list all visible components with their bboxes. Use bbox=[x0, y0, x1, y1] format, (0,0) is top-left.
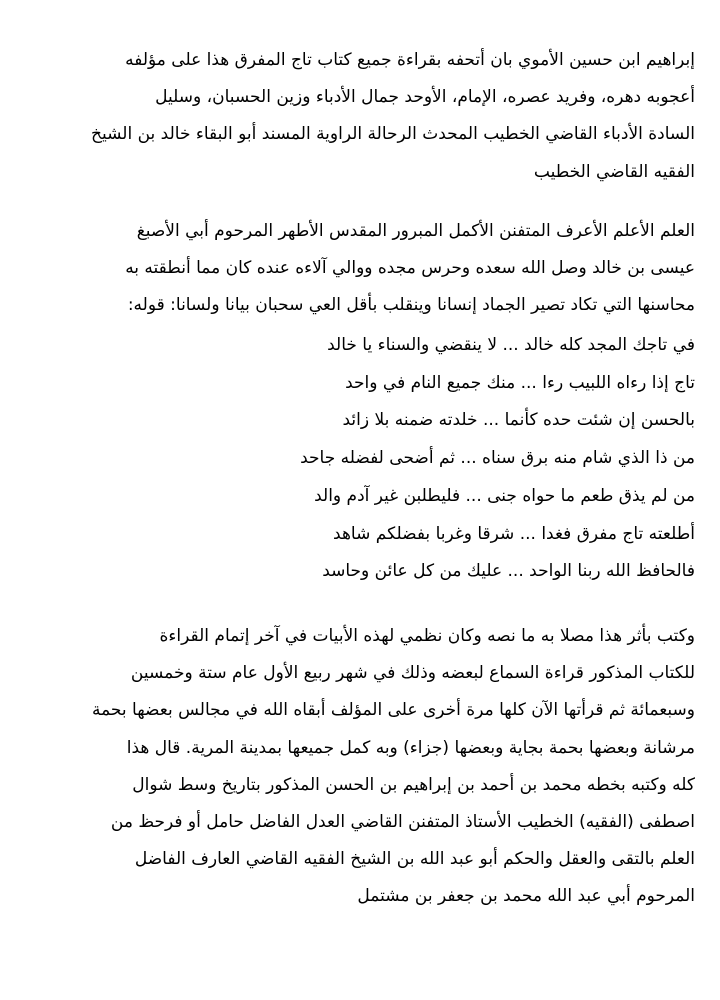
text-line: وسبعمائة ثم قرأتها الآن كلها مرة أخرى على المؤلف أبقاه الله في مجالس بعضها بحمة bbox=[91, 700, 695, 721]
text-line: مرشانة وبعضها بحمة بجاية وبعضها (جزاء) وبه كمل جميعها بمدينة المرية. قال هذا bbox=[126, 737, 695, 758]
text-line: أعجوبه دهره، وفريد عصره، الإمام، الأوحد جمال الأدباء وزين الحسبان، وسليل bbox=[155, 87, 695, 108]
text-line: محاسنها التي تكاد تصير الجماد إنسانا وينقلب بأقل العي سحبان بيانا ولسانا: قوله: bbox=[127, 295, 695, 316]
verse-line: من لم يذق طعم ما حواه جنى ... فليطلبن غير آدم والد bbox=[314, 485, 695, 506]
verse-line: من ذا الذي شام منه برق سناه ... ثم أضحى لفضله جاحد bbox=[300, 448, 695, 469]
paragraph-1 bbox=[55, 42, 695, 191]
text-line: العلم بالتقى والعقل والحكم أبو عبد الله بن الشيخ الفقيه القاضي العارف الفاضل bbox=[134, 849, 695, 870]
text-line: للكتاب المذكور قراءة السماع لبعضه وذلك في شهر ربيع الأول عام ستة وخمسين bbox=[130, 663, 695, 684]
text-line: اصطفى (الفقيه) الخطيب الأستاذ المتفنن القاضي العدل الفاضل حامل أو فرحظ من bbox=[110, 812, 695, 833]
verse-line: في تاجك المجد كله خالد ... لا ينقضي والسناء يا خالد bbox=[327, 335, 695, 355]
text-line: عيسى بن خالد وصل الله سعده وحرس مجده ووالي آلاءه عنده كان مما أنطقته به bbox=[125, 258, 695, 279]
verse-line: بالحسن إن شئت حده كأنما ... خلدته ضمنه بلا زائد bbox=[342, 410, 695, 431]
text-line: السادة الأدباء القاضي الخطيب المحدث الرحالة الراوية المسند أبو البقاء خالد بن الشيخ bbox=[91, 124, 695, 145]
text-line: المرحوم أبي عبد الله محمد بن جعفر بن مشتمل bbox=[357, 886, 695, 907]
poem-verses bbox=[55, 327, 695, 591]
text-line: إبراهيم ابن حسين الأموي بان أتحفه بقراءة جميع كتاب تاج المفرق هذا على مؤلفه bbox=[125, 50, 695, 70]
verse-line: تاج إذا رءاه اللبيب رءا ... منك جميع النام في واحد bbox=[345, 372, 695, 393]
verse-line: فالحافظ الله ربنا الواحد ... عليك من كل عائن وحاسد bbox=[322, 561, 695, 582]
text-line: وكتب بأثر هذا مصلا به ما نصه وكان نظمي لهذه الأبيات في آخر إتمام القراءة bbox=[159, 626, 695, 646]
text-line: العلم الأعلم الأعرف المتفنن الأكمل المبرور المقدس الأطهر المرحوم أبي الأصبغ bbox=[136, 221, 695, 241]
text-line: الفقيه القاضي الخطيب bbox=[533, 161, 695, 182]
verse-line: أطلعته تاج مفرق فغدا ... شرقا وغربا بفضلكم شاهد bbox=[333, 523, 695, 544]
paragraph-closing bbox=[55, 618, 695, 916]
paragraph-2 bbox=[55, 213, 695, 325]
text-line: كله وكتبه بخطه محمد بن أحمد بن إبراهيم بن الحسن المذكور بتاريخ وسط شوال bbox=[132, 774, 695, 795]
